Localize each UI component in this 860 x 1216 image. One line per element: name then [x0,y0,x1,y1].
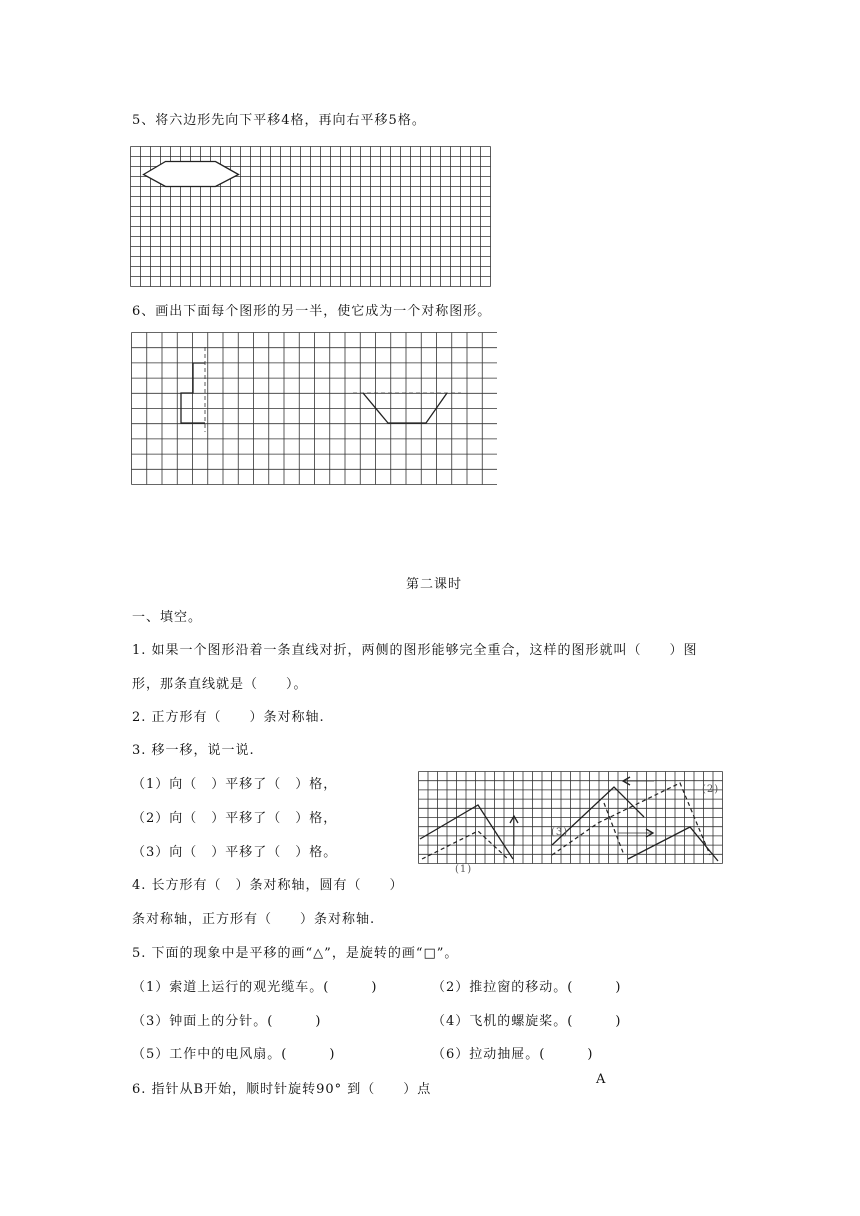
option-5: （5）工作中的电风扇。( ) [132,1047,336,1062]
diagram-label-1: (1) [455,864,473,875]
fill-item-3-b: （2）向（ ）平移了（ ）格， [132,811,338,826]
fill-item-2: 2. 正方形有（ ）条对称轴. [132,710,325,725]
grid-translation [418,771,724,867]
grid-lines [419,772,723,864]
option-3: （3）钟面上的分针。( ) [132,1014,322,1029]
fill-item-5: 5. 下面的现象中是平移的画“△”，是旋转的画“□”。 [132,946,459,961]
question-6: 6、画出下面每个图形的另一半，使它成为一个对称图形。 [132,304,492,319]
fill-item-3-a: （1）向（ ）平移了（ ）格， [132,777,338,792]
fill-item-1-line1: 1. 如果一个图形沿着一条直线对折，两侧的图形能够完全重合，这样的图形就叫（ ）图 [132,643,698,658]
option-4: （4）飞机的螺旋桨。( ) [432,1014,622,1029]
fill-item-4-line2: 条对称轴，正方形有（ ）条对称轴. [132,912,376,927]
figure-2-dashed [552,783,710,855]
section-fill-in: 一、填空。 [132,610,203,625]
option-6: （6）拉动抽屉。( ) [432,1047,594,1062]
fill-item-6: 6. 指针从B开始，顺时针旋转90° 到（ ）点 [132,1082,432,1097]
option-2: （2）推拉窗的移动。( ) [432,980,622,995]
fill-item-4-line1: 4. 长方形有（ ）条对称轴，圆有（ ） [132,878,404,893]
hexagon-shape [144,162,239,187]
diagram-label-2: (2) [702,784,720,795]
diagram-label-3: (3) [551,827,569,838]
figure-3-dashed [604,803,624,855]
question-5: 5、将六边形先向下平移4格，再向右平移5格。 [132,113,426,128]
grid-lines [132,333,498,485]
fill-item-3-c: （3）向（ ）平移了（ ）格。 [132,845,338,860]
lesson-title: 第二课时 [406,577,463,592]
figure-3-solid [628,827,718,861]
fill-item-3: 3. 移一移，说一说. [132,743,255,758]
fill-item-1-line2: 形，那条直线就是（ ）。 [132,677,308,692]
grid-hexagon [130,146,492,288]
option-1: （1）索道上运行的观光缆车。( ) [132,980,378,995]
grid-symmetry [131,332,497,486]
label-a: A [596,1072,607,1087]
